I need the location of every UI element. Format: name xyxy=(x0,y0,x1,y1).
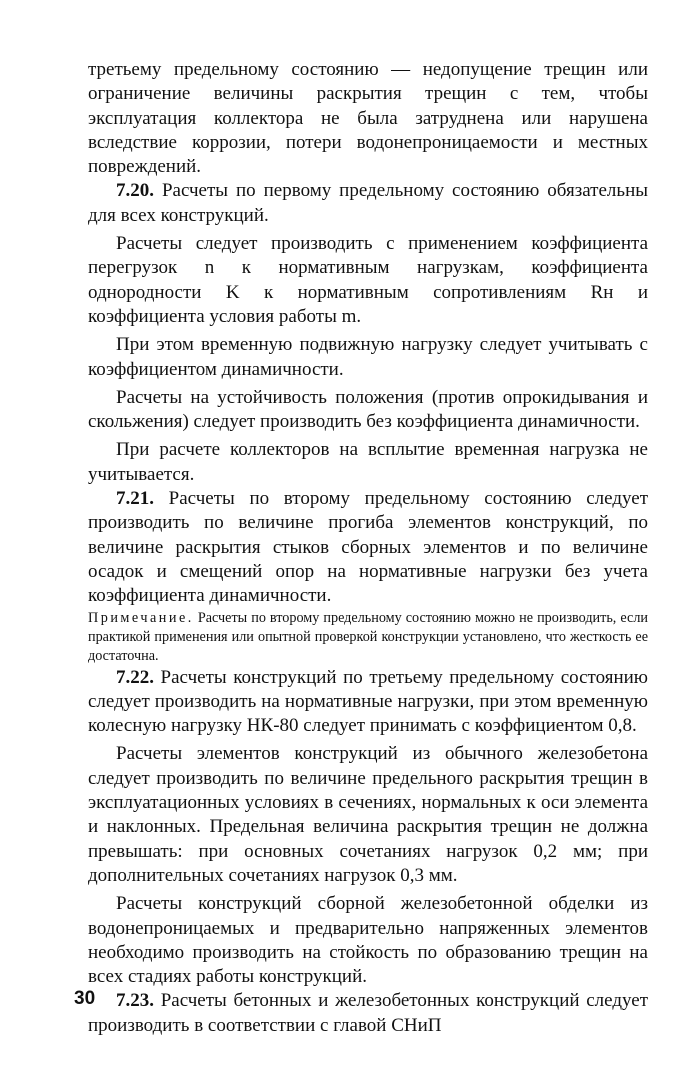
paragraph-text: Расчеты по второму предельному состоянию следует производить по величине прогиба элементов конструкций, по величине раскрытия стыков сборных элементов и по величине осадок и смещений опор на нормативные нагрузки без учета коэффициента динамичности. xyxy=(88,488,648,607)
section-number: 7.21. xyxy=(116,488,154,510)
paragraph-text: Расчеты конструкций сборной железобетонной обделки из водонепроницаемых и предварительно напряженных элементов необходимо производить на стойкость по образованию трещин на всех стадиях работы конструкций. xyxy=(88,893,648,988)
note-label: Примечание. xyxy=(88,609,194,626)
section-number: 7.22. xyxy=(116,666,154,688)
page-number: 30 xyxy=(74,988,96,1009)
section-7-20 xyxy=(88,179,648,228)
section-number: 7.20. xyxy=(116,180,154,202)
paragraph-text: Расчеты следует производить с применением коэффициента перегрузок n к нормативным нагрузкам, коэффициента однородности K к нормативным сопротивлениям Rн и коэффициента условия работы m. xyxy=(88,233,648,327)
note-text: Расчеты по второму предельному состоянию можно не производить, если практикой применения или опытной проверкой конструкции установлено, что жесткость ее достаточна. xyxy=(88,609,648,664)
section-7-22 xyxy=(88,666,648,739)
paragraph xyxy=(88,892,648,989)
section-7-23 xyxy=(88,989,648,1038)
paragraph xyxy=(88,438,648,487)
section-number: 7.23. xyxy=(116,990,154,1012)
paragraph-text: При этом временную подвижную нагрузку следует учитывать с коэффициентом динамичности. xyxy=(88,334,648,380)
paragraph-text: При расчете коллекторов на всплытие временная нагрузка не учитывается. xyxy=(88,439,648,485)
body-text xyxy=(88,58,648,1038)
paragraph-text: Расчеты элементов конструкций из обычного железобетона следует производить по величине предельного раскрытия трещин в эксплуатационных условиях в сечениях, нормальных к оси элемента и наклонных. Предельная величина раскрытия трещин не должна превышать: при основных сочетаниях нагрузок 0,2 мм; при дополнительных сочетаниях нагрузок 0,3 мм. xyxy=(88,743,648,886)
note xyxy=(88,609,648,666)
paragraph-text: Расчеты на устойчивость положения (против опрокидывания и скольжения) следует производить без коэффициента динамичности. xyxy=(88,386,648,433)
paragraph xyxy=(88,386,648,435)
paragraph-text: Расчеты конструкций по третьему предельному состоянию следует производить на нормативные нагрузки, при этом временную колесную нагрузку НК-80 следует принимать с коэффициентом 0,8. xyxy=(88,666,649,737)
paragraph xyxy=(88,58,648,179)
paragraph xyxy=(88,333,648,382)
paragraph xyxy=(88,232,648,329)
paragraph-text: Расчеты бетонных и железобетонных конструкций следует производить в соответствии с главой СНиП xyxy=(88,990,648,1036)
section-7-21 xyxy=(88,487,648,608)
paragraph-text: Расчеты по первому предельному состоянию обязательны для всех конструкций. xyxy=(88,180,648,226)
paragraph-text: третьему предельному состоянию — недопущение трещин или ограничение величины раскрытия трещин с тем, чтобы эксплуатация коллектора не была затруднена или нарушена вследствие коррозии, потери водонепроницаемости и местных повреждений. xyxy=(88,59,648,178)
paragraph xyxy=(88,742,648,888)
